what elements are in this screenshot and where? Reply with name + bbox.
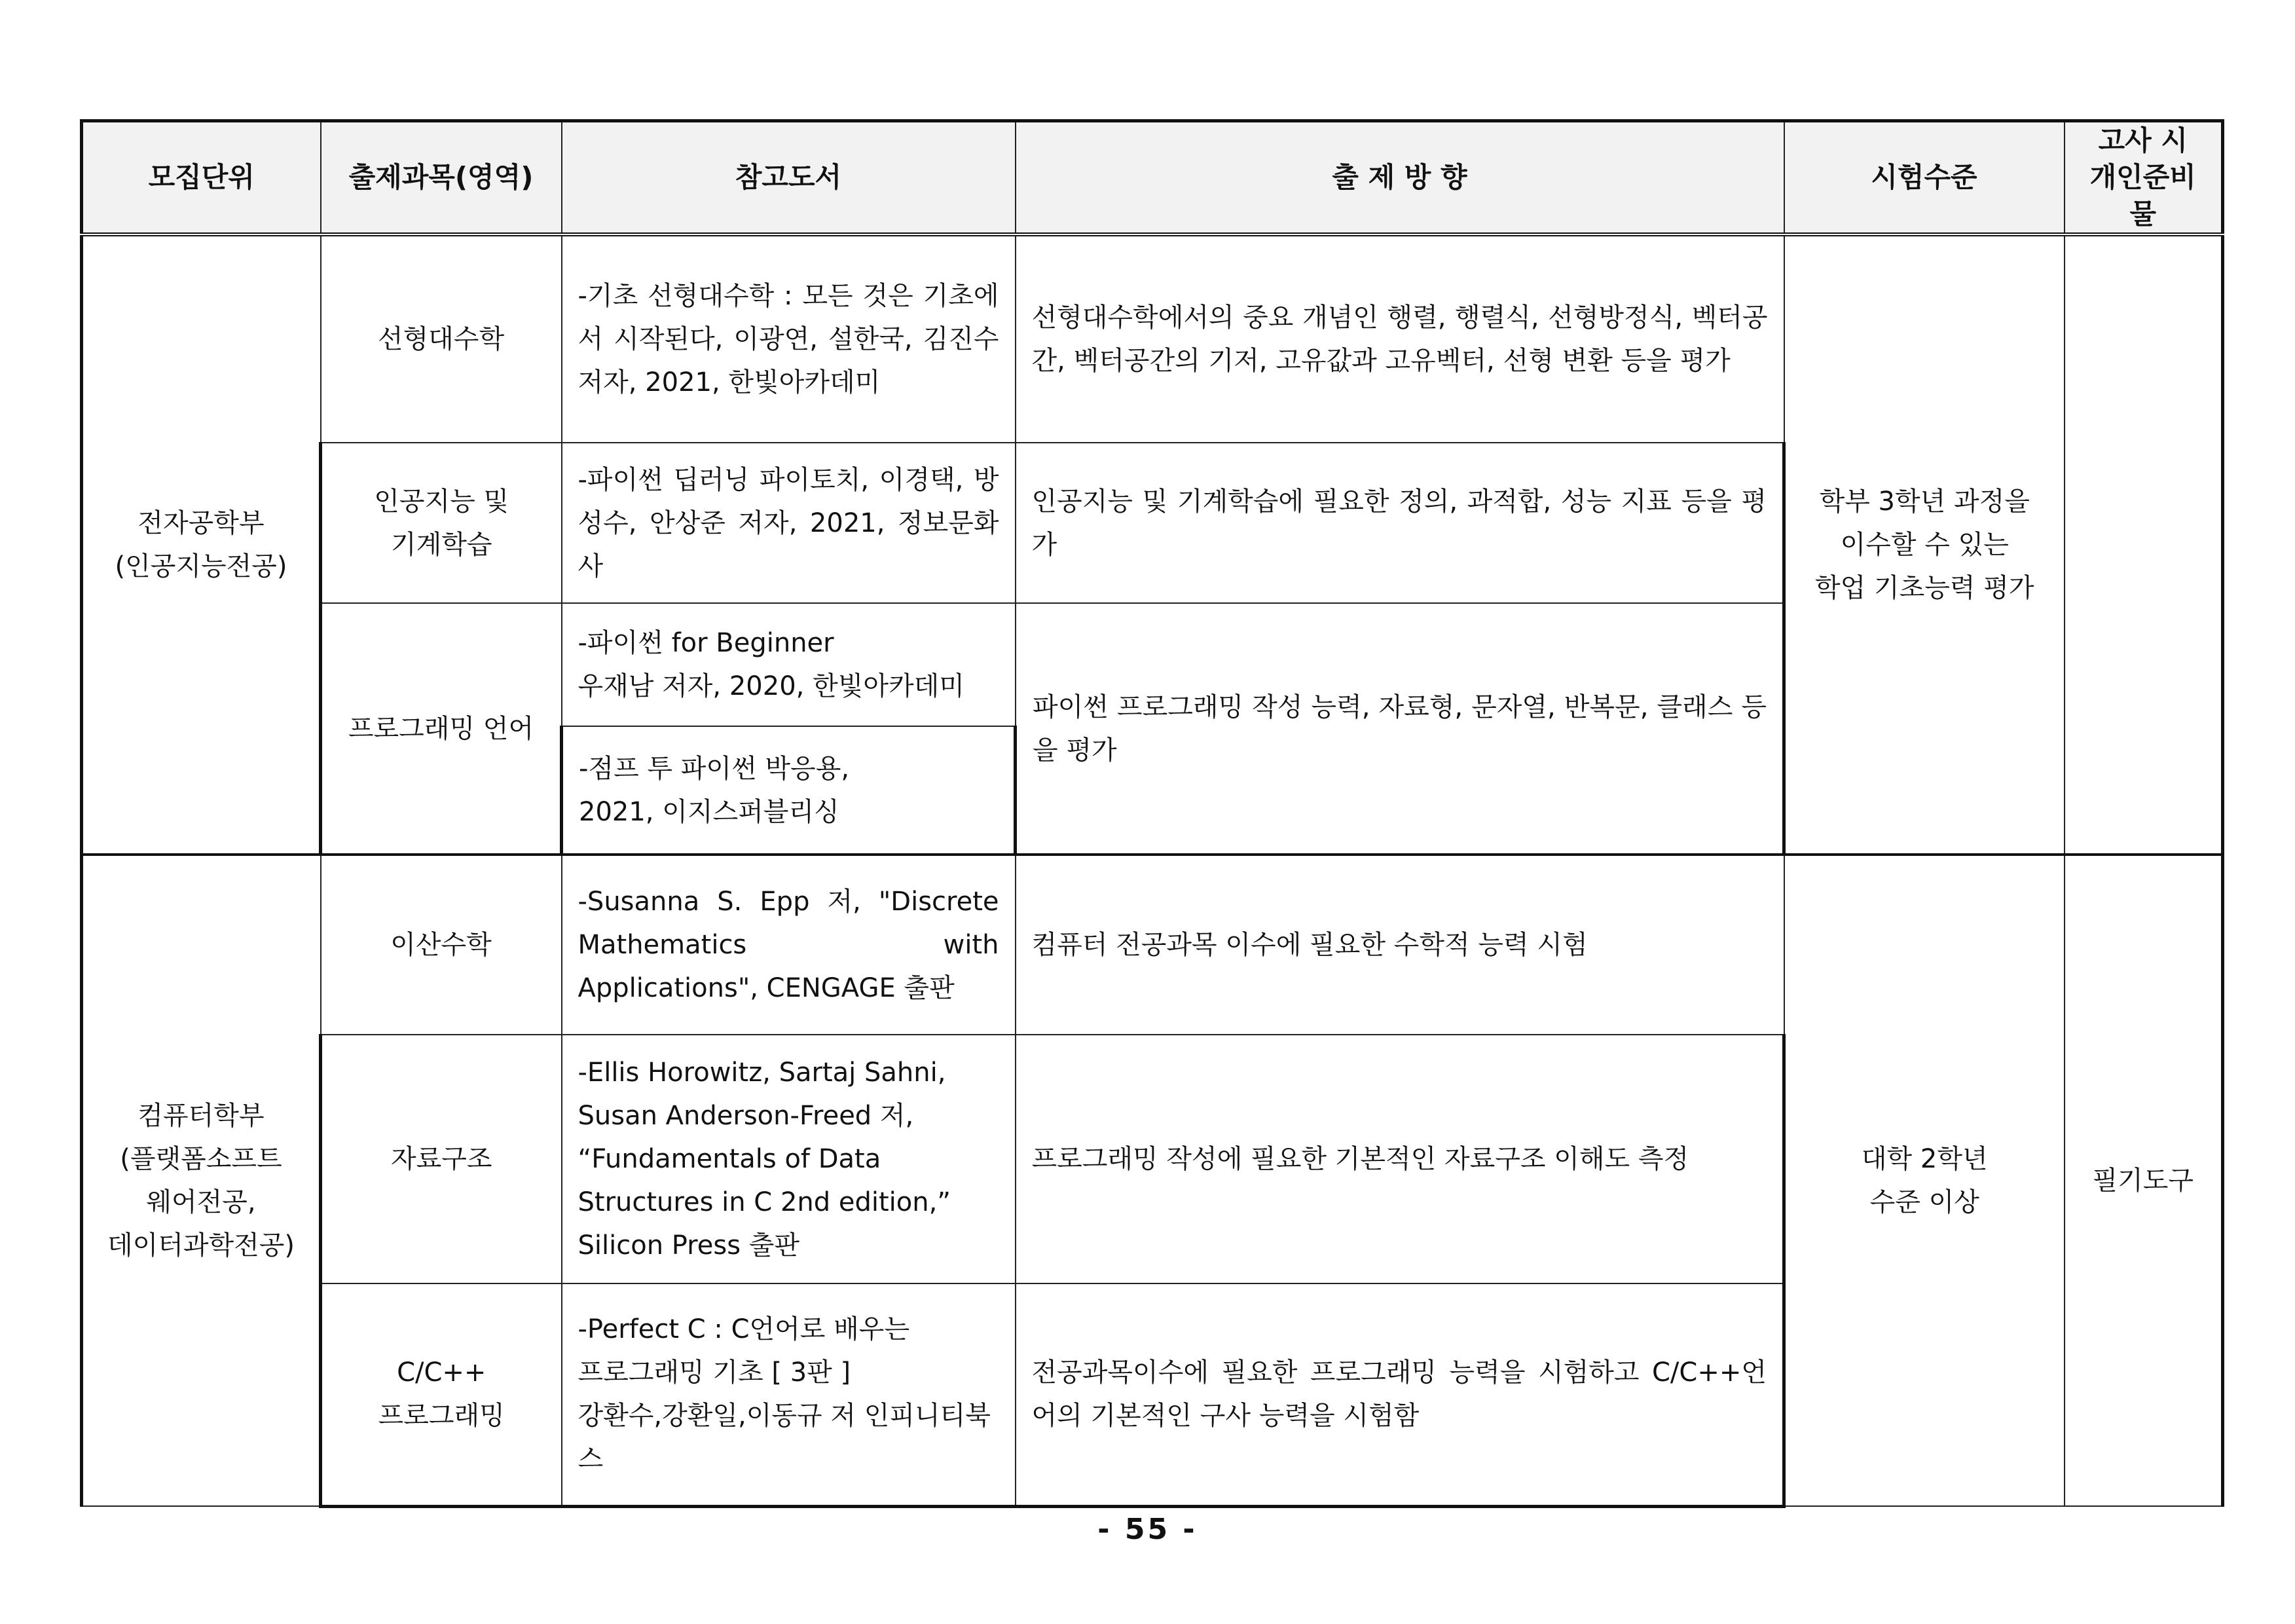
reference-cell: -파이썬 딥러닝 파이토치, 이경택, 방성수, 안상준 저자, 2021, 정보문화사 [562,443,1016,603]
reference-cell: -파이썬 for Beginner 우재남 저자, 2020, 한빛아카데미 [562,603,1016,726]
level-cell: 학부 3학년 과정을 이수할 수 있는 학업 기초능력 평가 [1784,234,2065,855]
table-header-row [82,121,2223,235]
supplies-cell [2065,234,2223,855]
subject-cell: 프로그래밍 언어 [321,603,562,855]
direction-cell: 컴퓨터 전공과목 이수에 필요한 수학적 능력 시험 [1016,855,1784,1035]
direction-cell: 파이썬 프로그래밍 작성 능력, 자료형, 문자열, 반복문, 클래스 등을 평가 [1016,603,1784,855]
direction-cell: 인공지능 및 기계학습에 필요한 정의, 과적합, 성능 지표 등을 평가 [1016,443,1784,603]
page-number: - 55 - [1097,1513,1198,1546]
exam-table [80,119,2224,1508]
direction-cell: 전공과목이수에 필요한 프로그래밍 능력을 시험하고 C/C++언어의 기본적인 구사 능력을 시험함 [1016,1283,1784,1506]
reference-cell: -점프 투 파이썬 박응용, 2021, 이지스퍼블리싱 [562,726,1016,855]
header-unit: 모집단위 [82,121,321,235]
header-subject: 출제과목(영역) [321,121,562,235]
unit-cell: 컴퓨터학부 (플랫폼소프트 웨어전공, 데이터과학전공) [82,855,321,1506]
header-level: 시험수준 [1784,121,2065,235]
subject-cell: 인공지능 및 기계학습 [321,443,562,603]
table-row [82,234,2223,443]
subject-cell: 자료구조 [321,1035,562,1283]
level-cell: 대학 2학년 수준 이상 [1784,855,2065,1506]
table-row [82,855,2223,1035]
reference-cell: -Susanna S. Epp 저, "Discrete Mathematics with Applications", CENGAGE 출판 [562,855,1016,1035]
reference-cell: -Perfect C : C언어로 배우는 프로그래밍 기초 [ 3판 ] 강환수,강환일,이동규 저 인피니티북스 [562,1283,1016,1506]
header-supplies: 고사 시 개인준비물 [2065,121,2223,235]
header-reference: 참고도서 [562,121,1016,235]
direction-cell: 프로그래밍 작성에 필요한 기본적인 자료구조 이해도 측정 [1016,1035,1784,1283]
subject-cell: C/C++ 프로그래밍 [321,1283,562,1506]
direction-cell: 선형대수학에서의 중요 개념인 행렬, 행렬식, 선형방정식, 벡터공간, 벡터공간의 기저, 고유값과 고유벡터, 선형 변환 등을 평가 [1016,234,1784,443]
subject-cell: 이산수학 [321,855,562,1035]
subject-cell: 선형대수학 [321,234,562,443]
reference-cell: -Ellis Horowitz, Sartaj Sahni, Susan Anderson-Freed 저, “Fundamentals of Data Structures in C 2nd edition,” Silicon Press 출판 [562,1035,1016,1283]
reference-cell: -기초 선형대수학 : 모든 것은 기초에서 시작된다, 이광연, 설한국, 김진수 저자, 2021, 한빛아카데미 [562,234,1016,443]
unit-cell: 전자공학부 (인공지능전공) [82,234,321,855]
supplies-cell: 필기도구 [2065,855,2223,1506]
header-direction: 출 제 방 향 [1016,121,1784,235]
